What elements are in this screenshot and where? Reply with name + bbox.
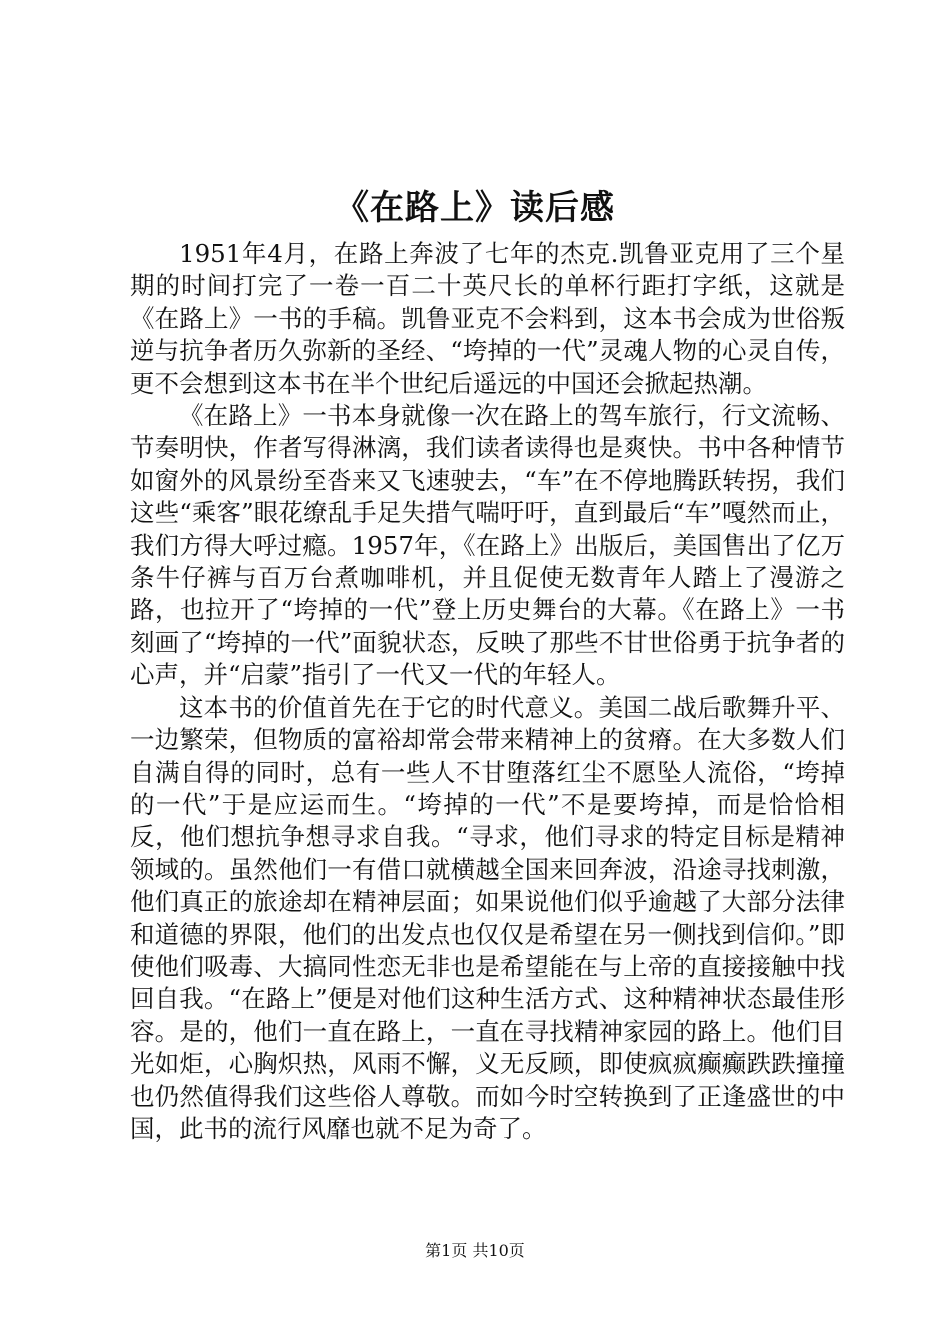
document-title: 《在路上》读后感 xyxy=(335,188,615,228)
paragraph-1: 1951年4月，在路上奔波了七年的杰克.凯鲁亚克用了三个星期的时间打完了一卷一百二十英尺长的单杯行距打字纸，这就是《在路上》一书的手稿。凯鲁亚克不会料到，这本书会成为世俗叛逆与抗争者历久弥新的圣经、“垮掉的一代”灵魂人物的心灵自传，更不会想到这本书在半个世纪后遥远的中国还会掀起热潮。 xyxy=(130,239,845,398)
page-number-footer: 第1页 共10页 xyxy=(425,1241,525,1260)
document-body xyxy=(130,238,845,1145)
paragraph-2: 《在路上》一书本身就像一次在路上的驾车旅行，行文流畅、节奏明快，作者写得淋漓，我们读者读得也是爽快。书中各种情节如窗外的风景纷至沓来又飞速驶去，“车”在不停地腾跃转拐，我们这些“乘客”眼花缭乱手足失措气喘吁吁，直到最后“车”嘎然而止，我们方得大呼过瘾。1957年，《在路上》出版后，美国售出了亿万条牛仔裤与百万台煮咖啡机，并且促使无数青年人踏上了漫游之路，也拉开了“垮掉的一代”登上历史舞台的大幕。《在路上》一书刻画了“垮掉的一代”面貌状态，反映了那些不甘世俗勇于抗争者的心声，并“启蒙”指引了一代又一代的年轻人。 xyxy=(130,401,845,690)
paragraph-3: 这本书的价值首先在于它的时代意义。美国二战后歌舞升平、一边繁荣，但物质的富裕却常会带来精神上的贫瘠。在大多数人们自满自得的同时，总有一些人不甘堕落红尘不愿坠人流俗，“垮掉的一代”于是应运而生。“垮掉的一代”不是要垮掉，而是恰恰相反，他们想抗争想寻求自我。“寻求，他们寻求的特定目标是精神领域的。虽然他们一有借口就横越全国来回奔波，沿途寻找刺激，他们真正的旅途却在精神层面；如果说他们似乎逾越了大部分法律和道德的界限，他们的出发点也仅仅是希望在另一侧找到信仰。”即使他们吸毒、大搞同性恋无非也是希望能在与上帝的直接接触中找回自我。“在路上”便是对他们这种生活方式、这种精神状态最佳形容。是的，他们一直在路上，一直在寻找精神家园的路上。他们目光如炬，心胸炽热，风雨不懈，义无反顾，即使疯疯癫癫跌跌撞撞也仍然值得我们这些俗人尊敬。而如今时空转换到了正逢盛世的中国，此书的流行风靡也就不足为奇了。 xyxy=(130,692,845,1143)
